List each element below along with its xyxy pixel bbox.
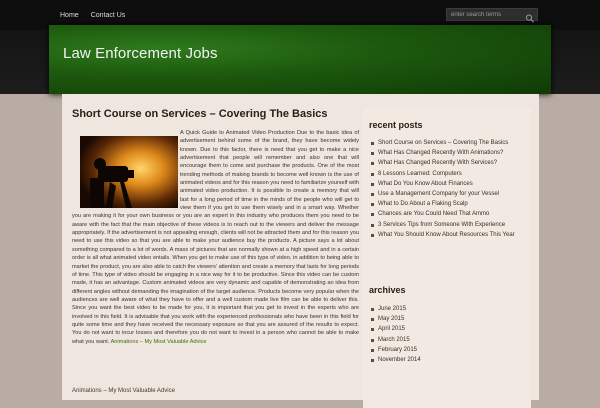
content-area <box>62 94 539 400</box>
search-input[interactable] <box>447 9 527 20</box>
sidebar <box>363 108 531 408</box>
recent-posts-list <box>369 138 529 240</box>
archives-list <box>369 304 529 365</box>
post-image <box>80 136 178 208</box>
recent-post-item[interactable]: What Has Changed Recently With Services? <box>369 158 529 168</box>
archives-title: archives <box>369 285 406 295</box>
recent-post-item[interactable]: Chances are You Could Need That Ammo <box>369 209 529 219</box>
recent-post-item[interactable]: What You Should Know About Resources This Year <box>369 230 529 240</box>
search-icon[interactable] <box>525 10 535 19</box>
archive-item[interactable]: March 2015 <box>369 335 529 345</box>
archive-item[interactable]: May 2015 <box>369 314 529 324</box>
recent-posts-title: recent posts <box>369 120 423 130</box>
post-title[interactable]: Short Course on Services – Covering The Basics <box>72 108 328 120</box>
recent-post-item[interactable]: 3 Services Tips from Someone With Experience <box>369 220 529 230</box>
archive-item[interactable]: November 2014 <box>369 355 529 365</box>
search-box <box>446 8 538 21</box>
nav-contact-link[interactable]: Contact Us <box>90 11 126 19</box>
post-footer-link[interactable]: Animations – My Most Valuable Advice <box>72 388 175 394</box>
post-body-text: A Quick Guide to Animated Video Production Due to the basic idea of advertisement behind some of the brand, they have become widely known. Due to this factor, there is need that you get to make a nice advertisement that people will remember and also one that will encourage them to come and purchase the products. One of the most trending methods of making brands to become well known is the use of animated videos and for this reason you need to familiarize yourself with animated video production. It is possible to create a memory that will last for a long period of time in the minds of the people who will get to view them if you get to use them wisely and in a smart way. Whether you are making it for your own business or you are an expert in this industry who produces them you need to be aware with the fact that the main objective of these videos is to reach out to the viewers and deliver the message appropriately. If the advertisement is not appealing enough, clients will not be attracted them and for this reason you need to use this video so that you are able to make your audience buy the products. A picture says a lot about something compared to a lot of words. A mass of pictures that are normally shown at a high speed and in a certain order is all what animated video entails. When you get to make use of this type of video, in addition to being able to market the product, you are also able to catch the viewers' attention and create a memory that lasts for long periods of time. This type of video should be engaging in a nice way for it to be productive. Since this video can be custom made, it has an advantage. Custom animated videos are very dynamic and capable of demonstrating an idea from different angles without demanding the imagination of the target audience. Products become very popular when the audiences are well aware of what they have to offer and a well custom made live film can be able to deliver this. Since you want the best video to be made for you, it is important that you get to invest in the experts who are involved in this field. It is advisable that you work with the experienced professionals who have been in this field for quite some time and they have received the necessary exposure so that you are assured of the results to expect. You do not want to incur losses and therefore you do not want to invest in a person who cannot be able to make what you want. <box>72 130 359 345</box>
nav-home-link[interactable]: Home <box>60 11 79 19</box>
recent-post-item[interactable]: 8 Lessons Learned: Computers <box>369 169 529 179</box>
archive-item[interactable]: April 2015 <box>369 324 529 334</box>
recent-post-item[interactable]: Use a Management Company for your Vessel <box>369 189 529 199</box>
archive-item[interactable]: February 2015 <box>369 345 529 355</box>
site-header <box>49 25 551 94</box>
recent-post-item[interactable]: What Do You Know About Finances <box>369 179 529 189</box>
recent-post-item[interactable]: What to Do About a Flaking Scalp <box>369 199 529 209</box>
site-title[interactable]: Law Enforcement Jobs <box>63 45 218 62</box>
post-inline-link[interactable]: Animations – My Most Valuable Advice <box>110 338 207 345</box>
main-column <box>72 108 359 394</box>
recent-post-item[interactable]: What Has Changed Recently With Animations? <box>369 148 529 158</box>
recent-post-item[interactable]: Short Course on Services – Covering The Basics <box>369 138 529 148</box>
archive-item[interactable]: June 2015 <box>369 304 529 314</box>
